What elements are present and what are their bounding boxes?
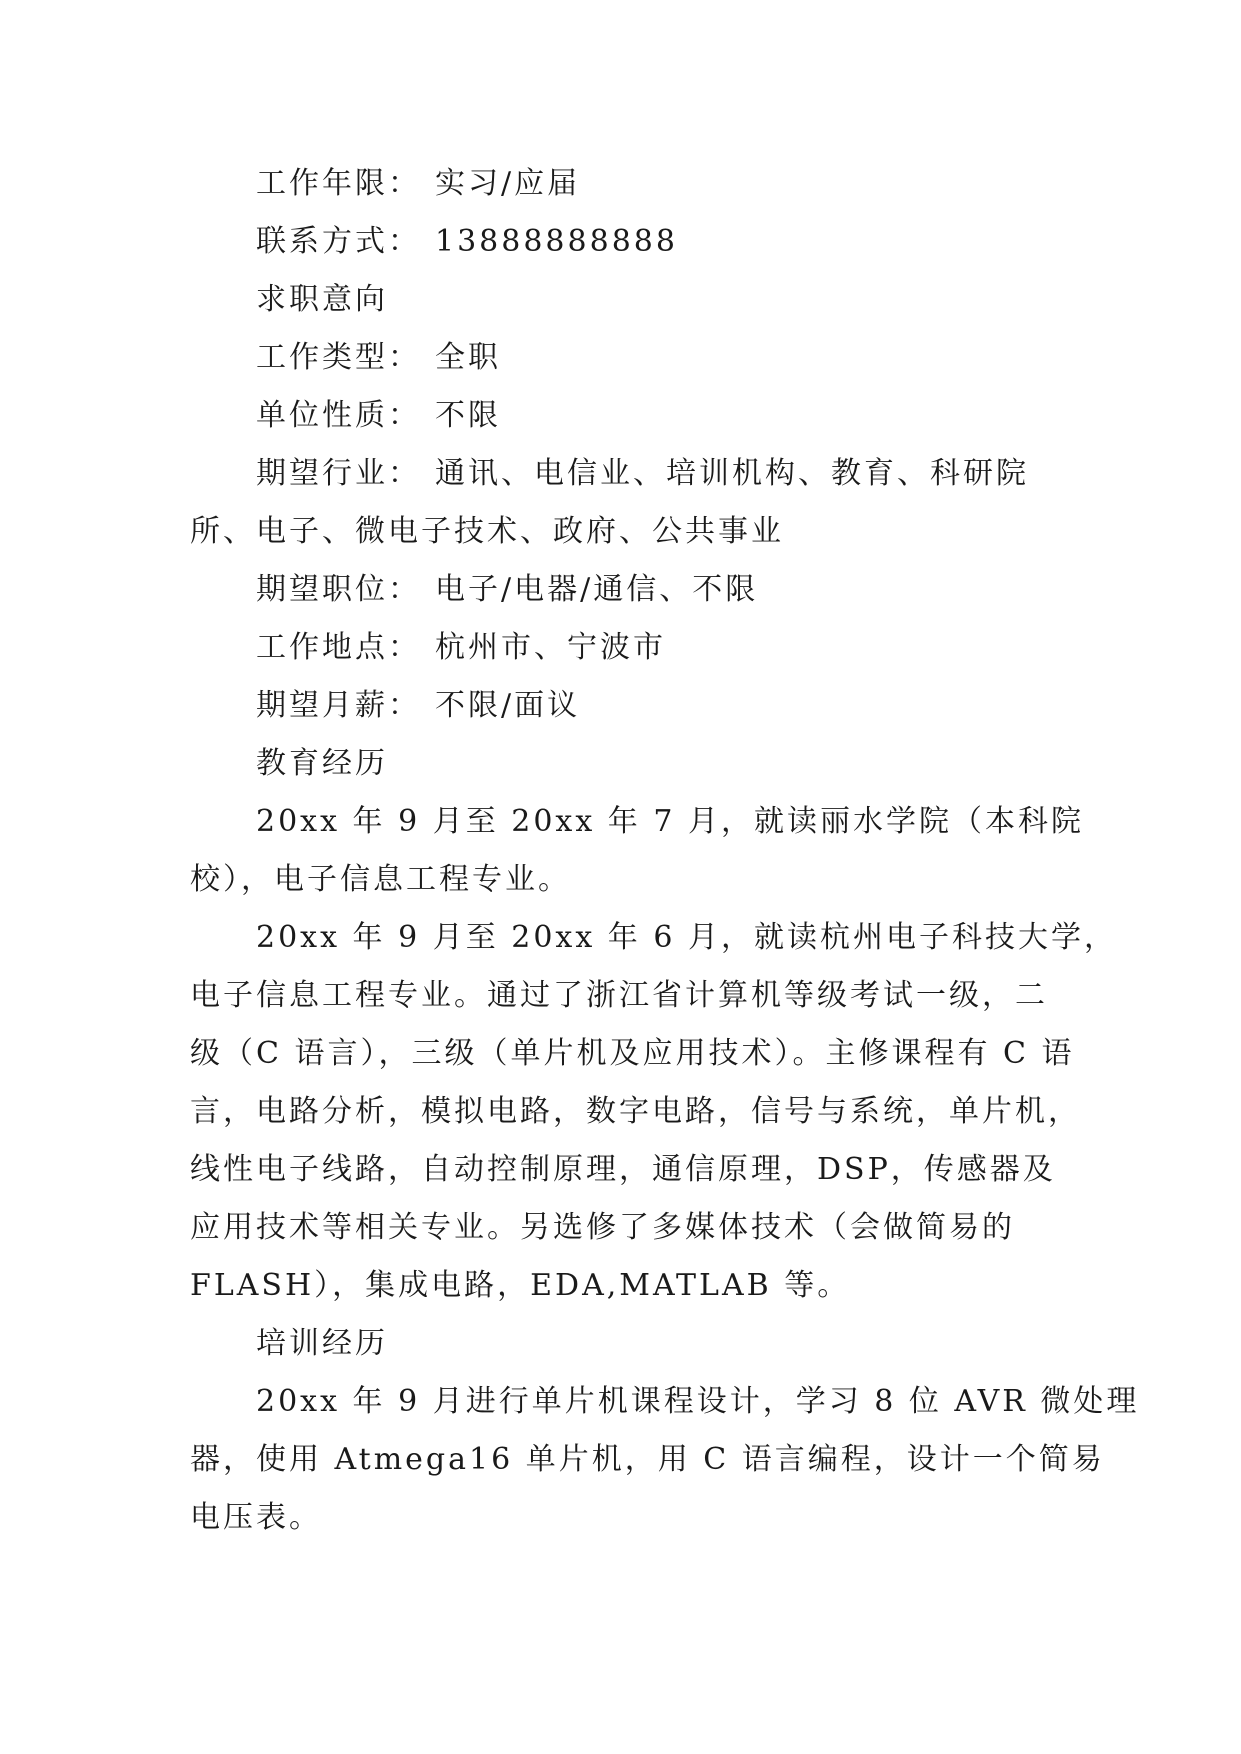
job-type-row — [190, 329, 1052, 387]
position-label: 期望职位： — [256, 572, 421, 607]
work-years-value: 实习/应届 — [435, 166, 581, 201]
position-value: 电子/电器/通信、不限 — [435, 572, 759, 607]
org-nature-value: 不限 — [435, 398, 501, 433]
education-entry2-line4: 言，电路分析，模拟电路，数字电路，信号与系统，单片机， — [190, 1094, 1081, 1129]
education-entry2-line2: 电子信息工程专业。通过了浙江省计算机等级考试一级，二 — [190, 978, 1048, 1013]
job-type-value: 全职 — [435, 340, 501, 375]
position-row — [190, 561, 1052, 619]
location-label: 工作地点： — [256, 630, 421, 665]
education-entry1-line2: 校），电子信息工程专业。 — [190, 862, 571, 897]
salary-label: 期望月薪： — [256, 688, 421, 723]
contact-value: 13888888888 — [435, 224, 678, 259]
salary-value: 不限/面议 — [435, 688, 581, 723]
training-heading: 培训经历 — [256, 1326, 388, 1361]
work-years-row — [190, 155, 1052, 213]
salary-row — [190, 677, 1052, 735]
education-entry2-line1: 20xx 年 9 月至 20xx 年 6 月，就读杭州电子科技大学， — [256, 920, 1117, 955]
industry-row — [190, 445, 1052, 503]
education-entry2-line3: 级（C 语言），三级（单片机及应用技术）。主修课程有 C 语 — [190, 1036, 1075, 1071]
contact-row — [190, 213, 1052, 271]
education-entry2-line6: 应用技术等相关专业。另选修了多媒体技术（会做简易的 — [190, 1210, 1015, 1245]
industry-value-line2: 所、电子、微电子技术、政府、公共事业 — [190, 514, 784, 549]
education-heading: 教育经历 — [256, 746, 388, 781]
training-entry1-line1: 20xx 年 9 月进行单片机课程设计，学习 8 位 AVR 微处理 — [256, 1384, 1140, 1419]
location-value: 杭州市、宁波市 — [435, 630, 666, 665]
org-nature-label: 单位性质： — [256, 398, 421, 433]
job-type-label: 工作类型： — [256, 340, 421, 375]
training-entry1-line2: 器，使用 Atmega16 单片机，用 C 语言编程，设计一个简易 — [190, 1442, 1105, 1477]
location-row — [190, 619, 1052, 677]
education-entry2-line7: FLASH），集成电路，EDA,MATLAB 等。 — [190, 1268, 851, 1303]
industry-label: 期望行业： — [256, 456, 421, 491]
document-page — [190, 155, 1140, 1547]
contact-label: 联系方式： — [256, 224, 421, 259]
intent-heading: 求职意向 — [256, 282, 388, 317]
industry-value-line1: 通讯、电信业、培训机构、教育、科研院 — [435, 456, 1029, 491]
work-years-label: 工作年限： — [256, 166, 421, 201]
org-nature-row — [190, 387, 1052, 445]
education-entry1-line1: 20xx 年 9 月至 20xx 年 7 月，就读丽水学院（本科院 — [256, 804, 1084, 839]
training-entry1-line3: 电压表。 — [190, 1500, 322, 1535]
education-entry2-line5: 线性电子线路，自动控制原理，通信原理，DSP，传感器及 — [190, 1152, 1056, 1187]
